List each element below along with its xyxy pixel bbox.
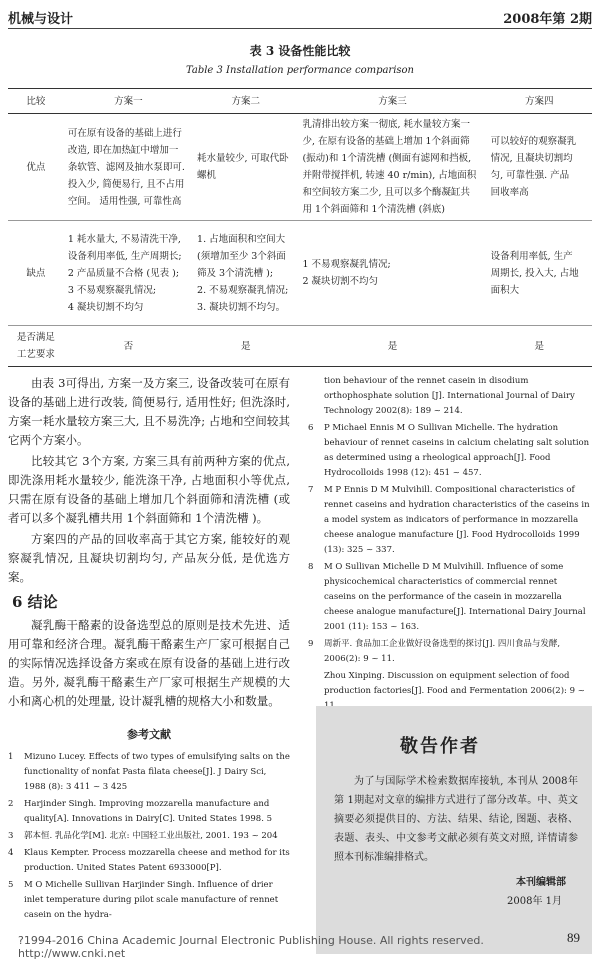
cell-line: 4 凝块切割不均匀	[67, 301, 144, 313]
ref-number: 5	[8, 880, 14, 890]
cell-req-2: 是	[193, 326, 298, 367]
cell-line: 面积大	[490, 284, 520, 296]
cell-dis-4	[487, 221, 592, 326]
ref-text: 周新平. 食品加工企业做好设备选型的探讨[J]. 四川食品与发酵, 2006(2): 9 ~ 11.	[324, 639, 561, 664]
cell-line: 匀, 可靠性强. 产品	[490, 170, 570, 181]
table-row-requirement	[8, 326, 592, 367]
reference-item	[8, 846, 290, 876]
header-plan-3: 方案三	[298, 89, 486, 114]
ref-text: P Michael Ennis M O Sullivan Michelle. The hydration behaviour of rennet caseins in calcium chelating salt solution as determined using a rheological approach[J]. Food Hydrocolloids 1998 (12): 451 ~ 457.	[324, 423, 590, 478]
ref-number: 1	[8, 752, 14, 762]
header-plan-4: 方案四	[487, 89, 592, 114]
cell-line: 耗水量较少, 可取代卧	[197, 153, 289, 164]
ref-number: 7	[308, 485, 314, 495]
cell-req-1: 否	[64, 326, 193, 367]
label-line: 是否满足	[16, 332, 55, 343]
cell-line: 设备利用率低, 生产	[490, 250, 573, 262]
cell-req-4: 是	[487, 326, 592, 367]
cell-line: 1. 占地面积和空间大	[197, 233, 286, 245]
cell-line: 可以较好的观察凝乳	[490, 136, 577, 147]
journal-name: 机械与设计	[8, 11, 74, 27]
header-plan-1: 方案一	[64, 89, 193, 114]
copyright-footer: ?1994-2016 China Academic Journal Electronic Publishing House. All rights reserved. http://www.cnki.net	[18, 934, 484, 960]
reference-item	[308, 637, 590, 667]
cell-adv-1	[64, 114, 193, 221]
cell-line: 螺机	[197, 170, 217, 181]
label-line: 工艺要求	[16, 349, 55, 360]
ref-number: 3	[8, 831, 14, 841]
body-paragraph: 比较其它 3个方案, 方案三具有前两种方案的优点, 即洗涤用耗水量较少, 能洗涤干净, 占地面积小等优点, 只需在原有设备的基础上增加几个斜面筛和清洗槽 (或者可以多个凝乳槽共用 1个斜面筛和 1个清洗槽 )。	[8, 454, 290, 525]
cell-line: 2 凝块切割不均匀	[302, 276, 379, 287]
header-compare: 比较	[8, 89, 64, 114]
page-header	[8, 6, 592, 29]
conclusion-paragraph: 凝乳酶干酪素的设备选型总的原则是技术先进、适用可靠和经济合理。凝乳酶干酪素生产厂家可根据自己的实际情况选择设备方案或在原有设备的基础上进行改造。另外, 凝乳酶干酪素生产厂家可根据生产规模的大小和离心机的处理量, 设计凝乳槽的规格大小和数量。	[8, 618, 290, 708]
cell-line: 投入少, 简便易行, 且不占用	[67, 178, 185, 190]
right-column	[308, 374, 590, 716]
reference-item	[8, 829, 290, 844]
cell-line: 2. 不易观察凝乳情况;	[197, 284, 289, 296]
ref-number: 9	[308, 639, 314, 649]
cell-line: 情况, 且凝块切割均	[490, 153, 573, 164]
ref-text: M P Ennis D M Mulvihill. Compositional characteristics of rennet caseins and hydration characteristics of the caseins in a model system as indicators of performance in mozzarella cheese analogue manufacture [J]. Food Hydrocolloids 1999 (13): 325 ~ 337.	[324, 485, 590, 555]
cell-adv-4	[487, 114, 592, 221]
reference-item	[308, 421, 590, 481]
issue-label: 2008年第 2期	[503, 11, 592, 27]
reference-item	[8, 878, 290, 923]
cell-dis-1	[64, 221, 193, 326]
cell-line: 2 产品质量不合格 (见表 );	[67, 267, 180, 279]
reference-item	[308, 560, 590, 635]
cell-line: 少, 在原有设备的基础上增加 1个斜面筛	[302, 136, 470, 147]
cell-line: 可在原有设备的基础上进行	[67, 127, 182, 139]
table-title-zh: 表 3 设备性能比较	[249, 44, 351, 58]
ref-number: 2	[8, 799, 14, 809]
cell-adv-2	[193, 114, 298, 221]
ref-number: 8	[308, 562, 314, 572]
references-title: 参考文献	[127, 728, 171, 741]
cell-adv-3	[298, 114, 486, 221]
reference-item	[8, 797, 290, 827]
table-row-disadvantages	[8, 221, 592, 326]
cell-line: 乳清排出较方案一彻底, 耗水量较方案一	[302, 119, 470, 130]
ref-text: Klaus Kempter. Process mozzarella cheese and method for its production. United States Patent 6933000[P].	[24, 848, 290, 873]
table-caption	[0, 42, 600, 76]
cell-dis-2	[193, 221, 298, 326]
cell-req-3: 是	[298, 326, 486, 367]
cell-line: 筛及 3个清洗槽 );	[197, 267, 274, 279]
ref-text: M O Michelle Sullivan Harjinder Singh. Influence of drier inlet temperature during pilot scale manufacture of rennet casein on the hydra-	[24, 880, 279, 920]
table-header-row	[8, 89, 592, 114]
notice-date: 2008年 1月	[507, 896, 562, 907]
notice-body: 为了与国际学术检索数据库接轨, 本刊从 2008年第 1期起对文章的编排方式进行了部分改革。中、英文摘要必须提供目的、方法、结果、结论, 图题、表格、表题、表头、中文参考文献必须有英文对照, 详情请参照本刊标准编排格式。	[334, 776, 578, 863]
cell-line: (振动)和 1个清洗槽 (侧面有滤网和挡板,	[302, 153, 472, 164]
cell-line: 条软管、滤网及抽水泵即可.	[67, 161, 185, 173]
reference-item	[308, 483, 590, 558]
notice-signature: 本刊编辑部	[516, 877, 566, 888]
table-title-en: Table 3 Installation performance comparison	[185, 65, 415, 76]
ref-number: 6	[308, 423, 314, 433]
cell-line: 改造, 即在加热缸中增加一	[67, 144, 179, 156]
ref-text: Zhou Xinping. Discussion on equipment selection of food production factories[J]. Food and Fermentation 2006(2): 9 ~	[324, 671, 585, 696]
section-title: 6 结论	[12, 593, 58, 611]
row-label-disadvantages: 缺点	[8, 221, 64, 326]
ref-text: tion behaviour of the rennet casein in disodium orthophosphate solution [J]. International Journal of Dairy Technology 2002(8): 189 ~ 214.	[324, 376, 575, 416]
ref-text: Mizuno Lucey. Effects of two types of emulsifying salts on the functionality of nonfat Pasta filata cheese[J]. J Dairy Sci, 1988 (8): 3 411 ~ 3 425	[24, 752, 290, 792]
reference-item	[8, 750, 290, 795]
left-column	[8, 374, 290, 925]
cell-line: 回收率高	[490, 187, 529, 198]
cell-line: 并附带搅拌机, 转速 40 r/min), 占地面积	[302, 170, 477, 181]
cell-line: 周期长, 投入大, 占地	[490, 267, 579, 279]
header-plan-2: 方案二	[193, 89, 298, 114]
cell-line: 设备利用率低, 生产周期长;	[67, 250, 182, 262]
ref-text: 郭本恒. 乳品化学[M]. 北京: 中国轻工业出版社, 2001. 193 ~ 204	[24, 831, 278, 841]
notice-title: 敬告作者	[400, 736, 480, 757]
body-paragraph: 方案四的产品的回收率高于其它方案, 能较好的观察凝乳情况, 且凝块切割均匀, 产品灰分低, 是优选方案。	[8, 532, 290, 584]
cell-line: 1 不易观察凝乳情况;	[302, 259, 391, 270]
ref-text: M O Sullivan Michelle D M Mulvihill. Influence of some physicochemical characteristics of commercial rennet caseins on the performance of the casein in mozzarella cheese analogue manufacture[J]. International Dairy Journal 2001 (11): 153 ~ 163.	[324, 562, 586, 632]
cell-line: 空间。 适用性强, 可靠性高	[67, 195, 182, 207]
row-label-advantages: 优点	[8, 114, 64, 221]
cell-line: 3. 凝块切割不均匀。	[197, 301, 286, 313]
performance-table	[8, 88, 592, 367]
notice-box	[316, 706, 592, 954]
row-label-requirement	[8, 326, 64, 367]
cell-line: 和空间较方案二少, 且可以多个酶凝缸共	[302, 187, 470, 198]
ref-number: 4	[8, 848, 14, 858]
table-row-advantages	[8, 114, 592, 221]
cell-dis-3	[298, 221, 486, 326]
cell-line: 3 不易观察凝乳情况;	[67, 284, 157, 296]
reference-continuation	[308, 374, 590, 419]
page-number: 89	[567, 930, 580, 945]
body-paragraph: 由表 3可得出, 方案一及方案三, 设备改装可在原有设备的基础上进行改装, 简便易行, 适用性好; 但洗涤时, 方案一耗水量较方案三大, 且不易洗净; 占地和空间较其它两个方案小。	[8, 376, 290, 447]
cell-line: 1 耗水量大, 不易清洗干净,	[67, 233, 181, 245]
ref-text: Harjinder Singh. Improving mozzarella manufacture and quality[A]. Innovations in Dairy[C]. United States 1998. 5	[24, 799, 273, 824]
cell-line: (须增加至少 3个斜面	[197, 250, 286, 262]
cell-line: 用 1个斜面筛和 1个清洗槽 (斜底)	[302, 204, 446, 215]
